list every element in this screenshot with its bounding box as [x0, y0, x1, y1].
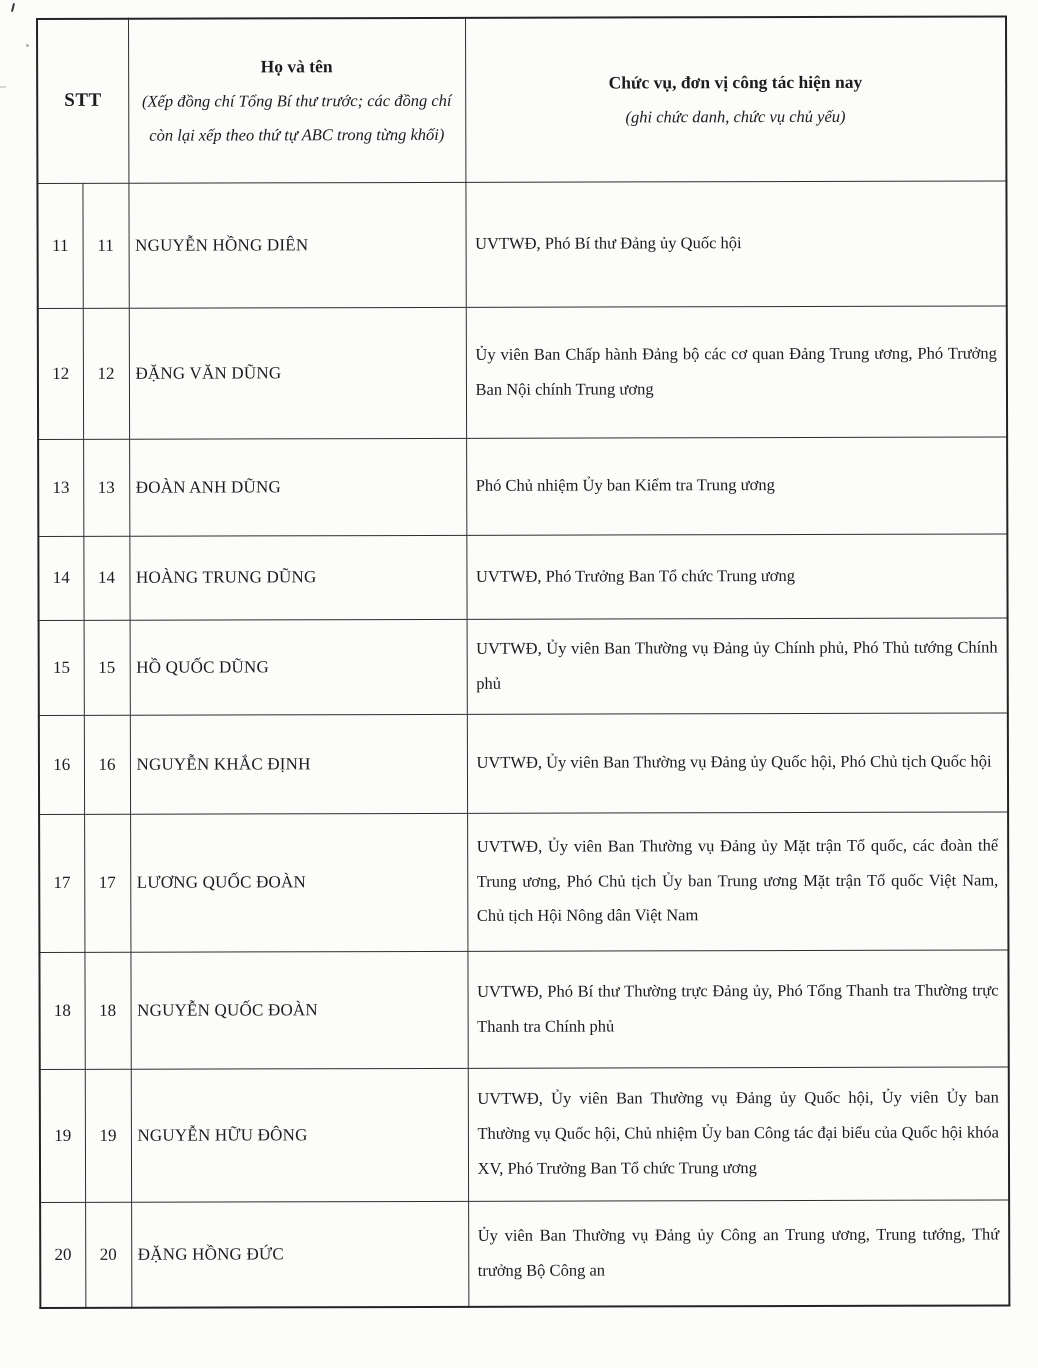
table-row [39, 811, 1008, 952]
row-stt: 15 [39, 620, 84, 715]
table-row [38, 305, 1007, 439]
row-position: UVTWĐ, Phó Trưởng Ban Tổ chức Trung ương [466, 533, 1007, 618]
row-name: NGUYỄN HỮU ĐÔNG [131, 1068, 468, 1202]
col-header-stt [37, 19, 128, 183]
col-header-name-note: (Xếp đồng chí Tổng Bí thư trước; các đồng chí còn lại xếp theo thứ tự ABC trong từng khối) [141, 90, 452, 145]
row-name: HOÀNG TRUNG DŨNG [129, 535, 466, 620]
table-row [38, 533, 1007, 620]
table-row [38, 436, 1007, 536]
col-header-name-title: Họ và tên [260, 56, 333, 77]
table-row [39, 949, 1008, 1069]
scan-artifact [26, 44, 29, 47]
row-name: ĐẶNG VĂN DŨNG [129, 307, 466, 439]
row-name: ĐOÀN ANH DŨNG [129, 438, 466, 536]
col-header-position-note: (ghi chức danh, chức vụ chủ yếu) [625, 106, 846, 127]
row-stt-sub: 11 [82, 183, 128, 308]
row-stt: 20 [40, 1202, 85, 1308]
table-row [39, 712, 1008, 814]
row-name: ĐẶNG HỒNG ĐỨC [131, 1201, 468, 1308]
row-position: Ủy viên Ban Thường vụ Đảng ủy Công an Trung ương, Trung tướng, Thứ trưởng Bộ Công an [468, 1199, 1009, 1306]
col-header-name [128, 18, 465, 183]
row-stt: 11 [37, 183, 82, 308]
row-stt: 16 [39, 715, 84, 814]
row-stt-sub: 19 [85, 1069, 131, 1202]
row-position: UVTWĐ, Ủy viên Ban Thường vụ Đảng ủy Quốc hội, Ủy viên Ủy ban Thường vụ Quốc hội, Chủ nhiệm Ủy ban Công tác đại biểu của Quốc hội khóa XV, Phó Trưởng Ban Tổ chức Trung ương [468, 1066, 1009, 1200]
row-stt-sub: 15 [84, 620, 130, 715]
row-stt-sub: 13 [83, 439, 129, 536]
col-header-stt-label: STT [64, 90, 102, 112]
row-stt: 12 [38, 308, 83, 439]
row-position: Phó Chủ nhiệm Ủy ban Kiểm tra Trung ương [466, 436, 1007, 534]
personnel-table [36, 15, 1010, 1309]
row-name: NGUYỄN KHẮC ĐỊNH [130, 714, 467, 814]
row-stt-sub: 18 [84, 952, 130, 1069]
row-stt-sub: 12 [83, 308, 129, 439]
row-stt: 18 [39, 952, 84, 1069]
row-stt-sub: 16 [84, 715, 130, 814]
row-position: UVTWĐ, Phó Bí thư Thường trực Đảng ủy, Phó Tổng Thanh tra Thường trực Thanh tra Chính phủ [467, 949, 1008, 1067]
row-position: UVTWĐ, Ủy viên Ban Thường vụ Đảng ủy Quốc hội, Phó Chủ tịch Quốc hội [467, 712, 1008, 812]
row-stt-sub: 17 [84, 814, 130, 952]
table-header-row [37, 16, 1006, 183]
row-stt: 19 [40, 1069, 85, 1202]
scan-artifact [0, 86, 6, 88]
row-position: Ủy viên Ban Chấp hành Đảng bộ các cơ quan Đảng Trung ương, Phó Trưởng Ban Nội chính Trung ương [466, 305, 1007, 437]
col-header-position-title: Chức vụ, đơn vị công tác hiện nay [608, 71, 863, 93]
row-name: NGUYỄN HỒNG DIÊN [128, 182, 465, 308]
row-stt-sub: 20 [85, 1202, 131, 1308]
row-name: LƯƠNG QUỐC ĐOÀN [130, 813, 467, 952]
row-position: UVTWĐ, Ủy viên Ban Thường vụ Đảng ủy Chính phủ, Phó Thủ tướng Chính phủ [467, 617, 1008, 713]
row-name: NGUYỄN QUỐC ĐOÀN [130, 951, 467, 1069]
row-stt-sub: 14 [83, 536, 129, 620]
row-position: UVTWĐ, Ủy viên Ban Thường vụ Đảng ủy Mặt trận Tổ quốc, các đoàn thể Trung ương, Phó Chủ tịch Ủy ban Trung ương Mặt trận Tổ quốc Việt Nam, Chủ tịch Hội Nông dân Việt Nam [467, 811, 1008, 950]
col-header-position [465, 16, 1006, 181]
table-row [40, 1066, 1009, 1202]
row-name: HỒ QUỐC DŨNG [130, 619, 467, 715]
scan-artifact [11, 3, 15, 12]
row-stt: 14 [38, 536, 83, 620]
table-row [37, 180, 1006, 308]
row-stt: 13 [38, 439, 83, 536]
row-position: UVTWĐ, Phó Bí thư Đảng ủy Quốc hội [465, 180, 1006, 306]
table-row [39, 617, 1008, 715]
row-stt: 17 [39, 814, 84, 952]
table-row [40, 1199, 1009, 1308]
